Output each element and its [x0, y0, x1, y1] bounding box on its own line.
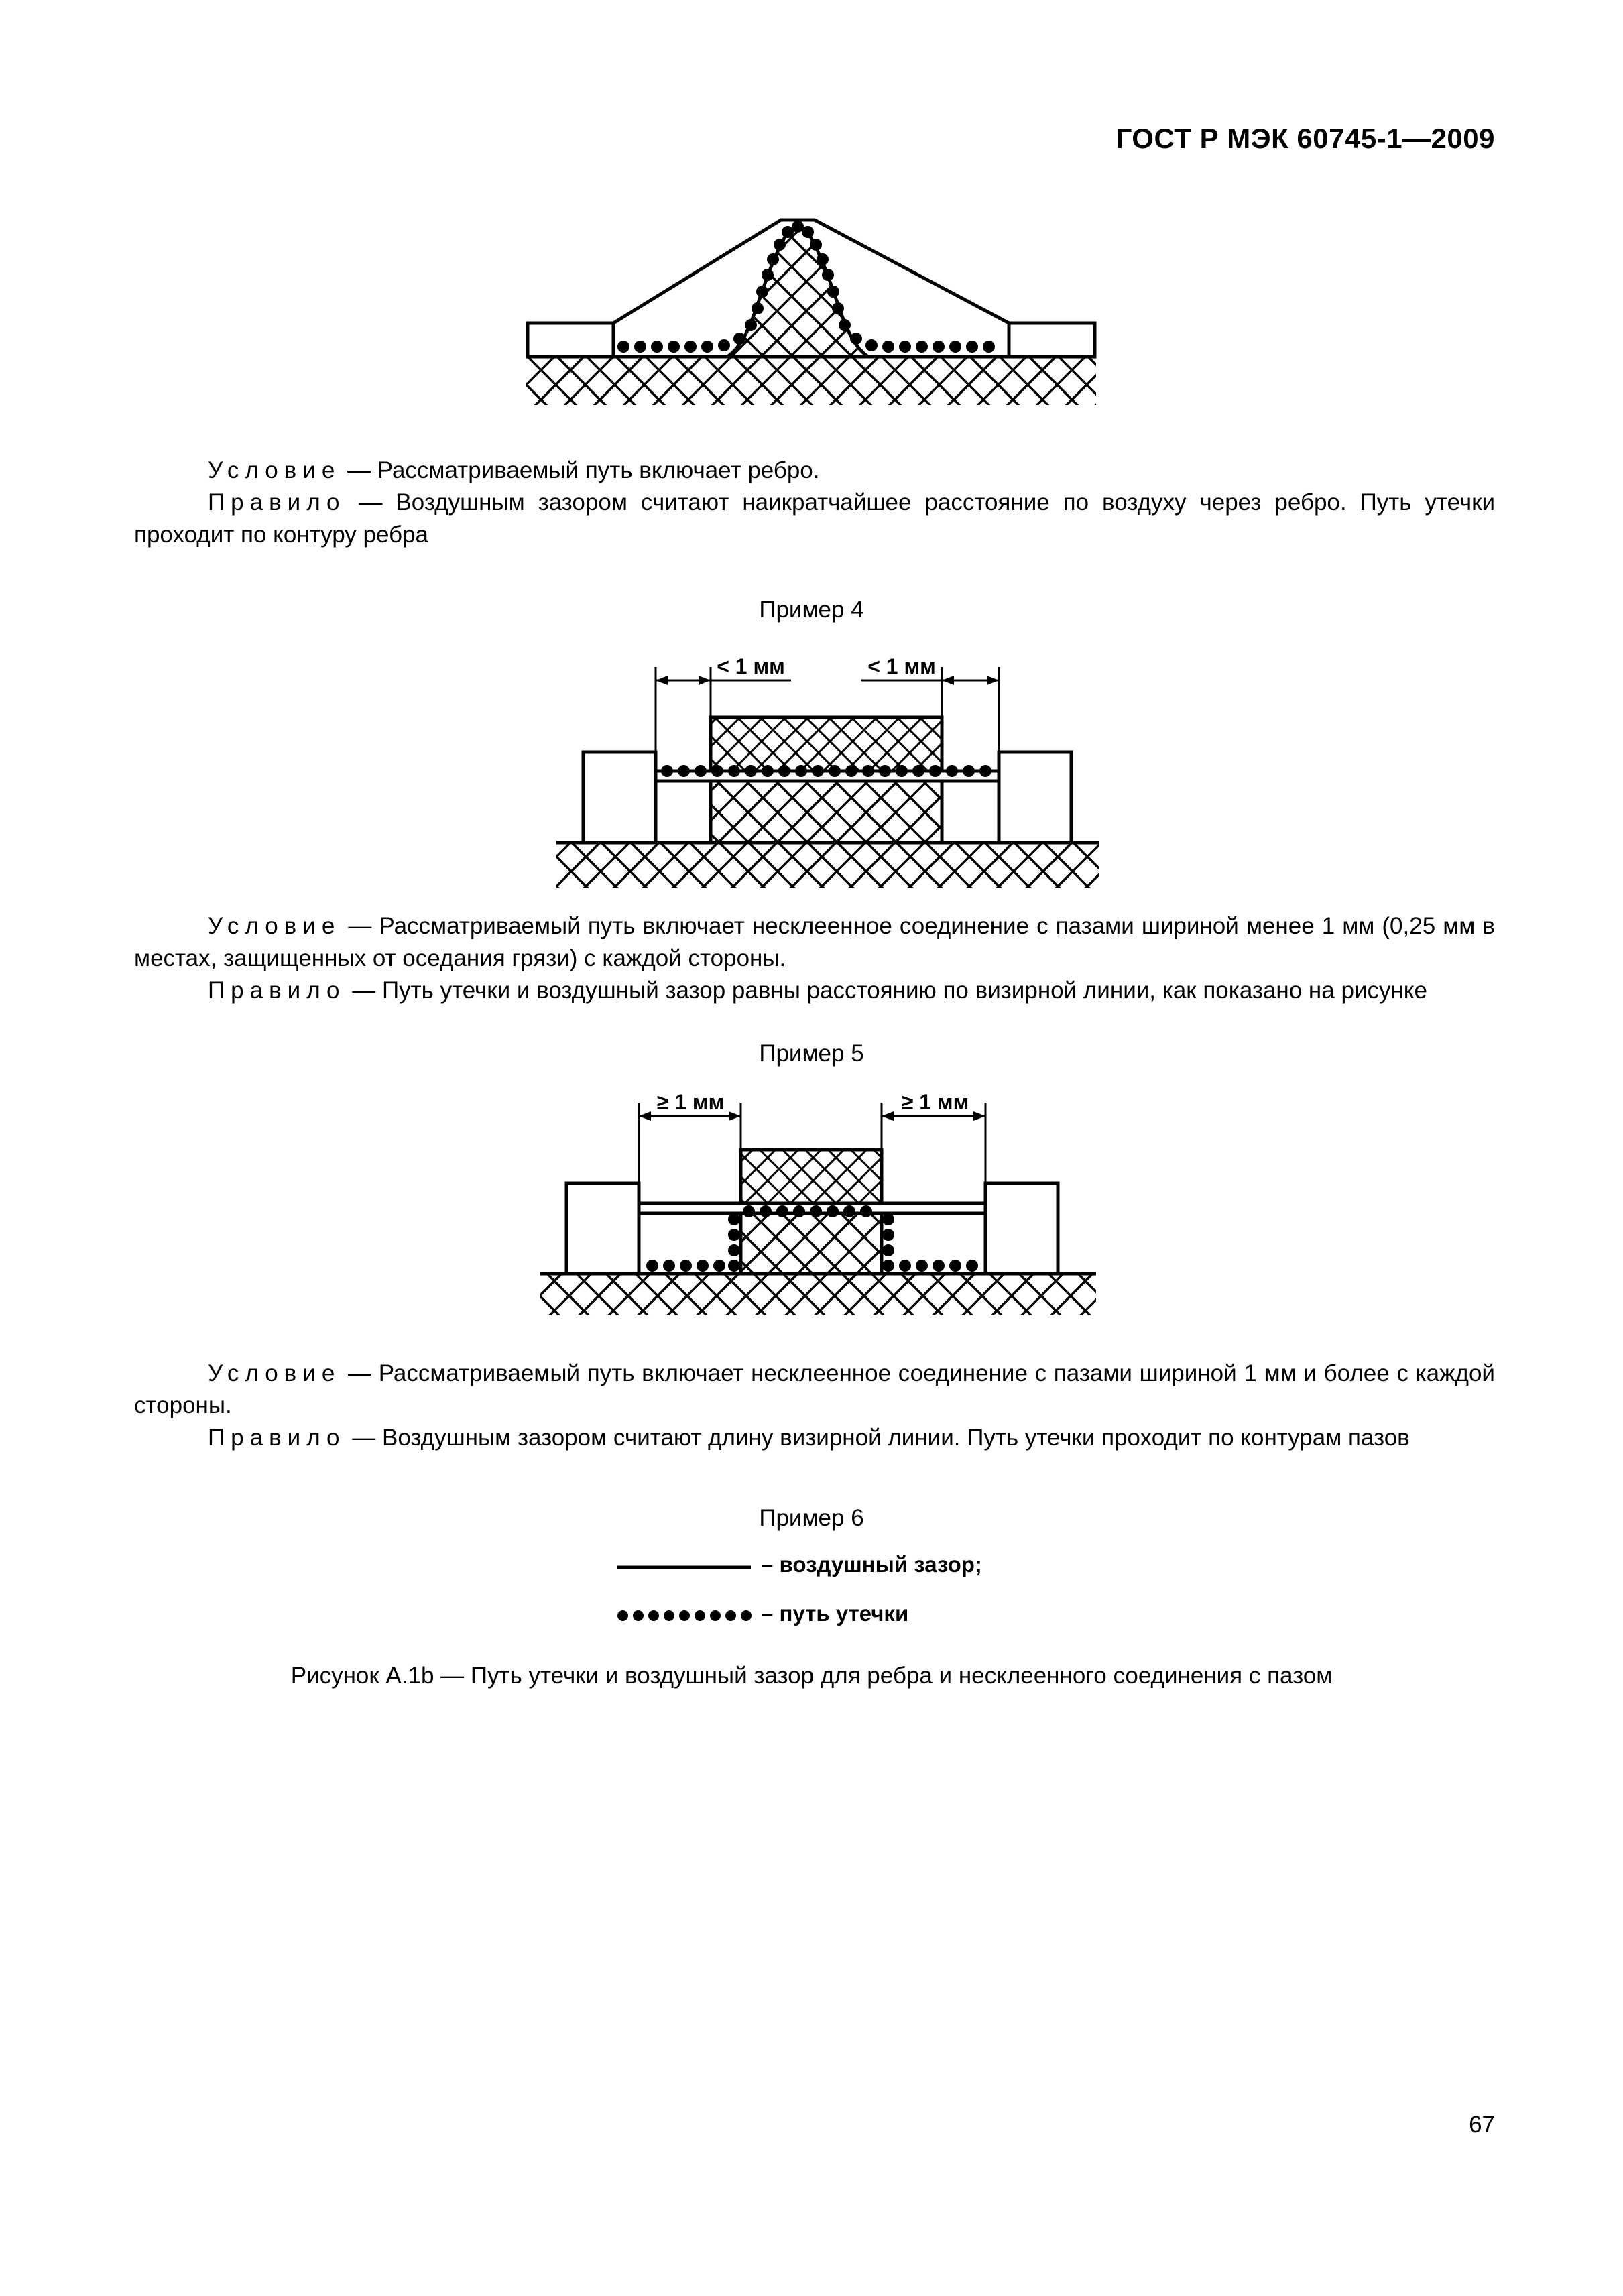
condition-label: Условие: [208, 1360, 341, 1386]
example4-text: [134, 910, 1495, 1007]
example5-diagram: [540, 1089, 1096, 1321]
example4-diagram: [556, 650, 1099, 892]
condition-text: — Рассматриваемый путь включает ребро.: [347, 457, 820, 483]
standard-header: ГОСТ Р МЭК 60745-1—2009: [1116, 123, 1495, 154]
rule-label: Правило: [208, 489, 346, 516]
legend-air-gap: – воздушный зазор;: [761, 1552, 982, 1577]
legend-air-gap-line: [617, 1564, 751, 1571]
page-number: 67: [1469, 2112, 1495, 2138]
example5-text: [134, 1357, 1495, 1454]
rule-label: Правило: [208, 1425, 346, 1451]
figure-caption: Рисунок А.1b — Путь утечки и воздушный зазор для ребра и несклеенного соединения с пазом: [290, 1663, 1333, 1689]
condition-text: — Рассматриваемый путь включает несклеенное соединение с пазами шириной менее 1 мм (0,25 мм в местах, защищенных от оседания грязи) с каждой стороны.: [134, 913, 1495, 971]
condition-text: — Рассматриваемый путь включает несклеенное соединение с пазами шириной 1 мм и более с каждой стороны.: [134, 1360, 1495, 1418]
rule-text: — Путь утечки и воздушный зазор равны расстоянию по визирной линии, как показано на рисунке: [352, 977, 1427, 1004]
example3-text: [134, 455, 1495, 551]
rule-text: — Воздушным зазором считают длину визирной линии. Путь утечки проходит по контурам пазов: [352, 1425, 1410, 1451]
example5-title: Пример 5: [759, 1040, 864, 1067]
dim-left-label: ≥ 1 мм: [656, 1090, 725, 1114]
legend-leakage-path: – путь утечки: [761, 1601, 909, 1626]
condition-label: Условие: [208, 457, 341, 483]
example6-title: Пример 6: [759, 1505, 864, 1531]
rule-text: — Воздушным зазором считают наикратчайшее расстояние по воздуху через ребро. Путь утечки проходит по контуру ребра: [134, 489, 1495, 548]
rib-diagram: [526, 208, 1096, 409]
dim-left-label: < 1 мм: [717, 654, 785, 678]
rule-label: Правило: [208, 977, 346, 1004]
dim-right-label: ≥ 1 мм: [901, 1090, 969, 1114]
example4-title: Пример 4: [759, 597, 864, 623]
legend-leakage-dots: [617, 1609, 754, 1622]
dim-right-label: < 1 мм: [867, 654, 936, 678]
condition-label: Условие: [208, 913, 341, 939]
